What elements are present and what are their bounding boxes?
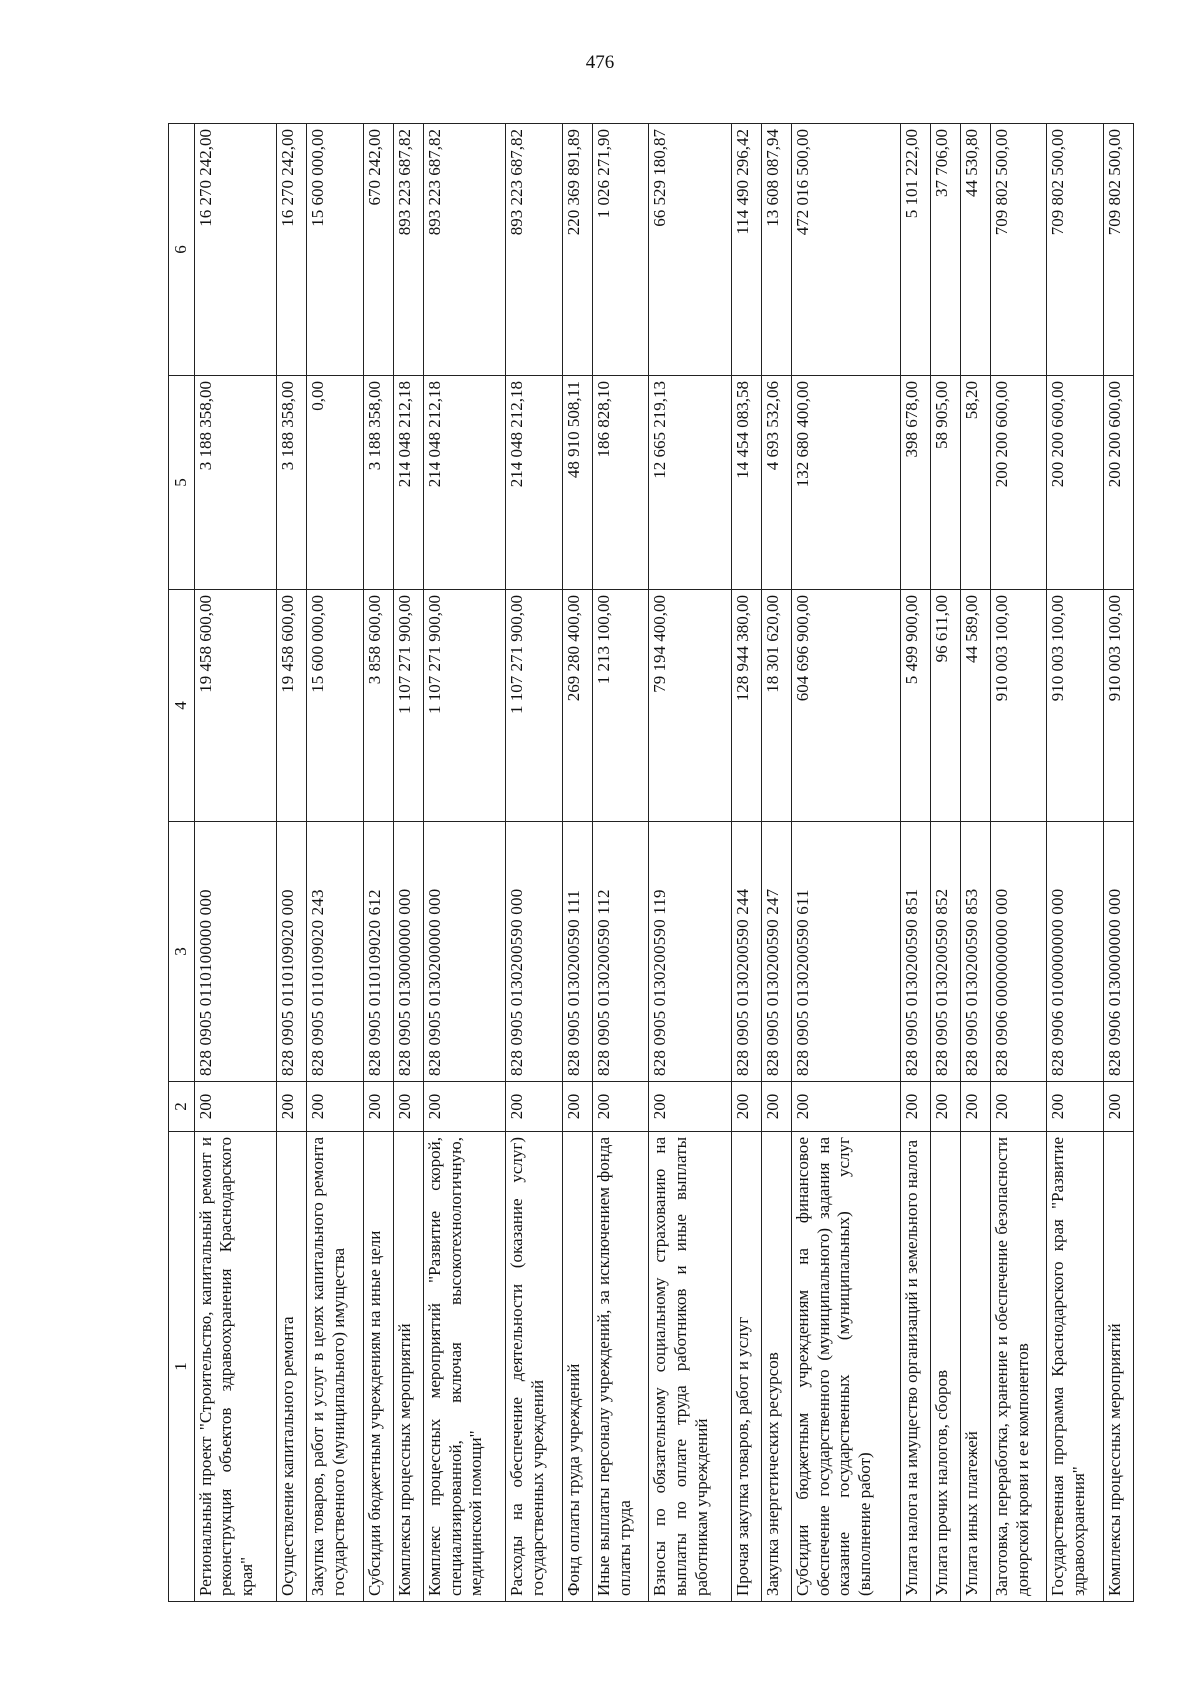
row-code-cell: 200 — [731, 1082, 761, 1132]
row-approved-amount-cell: 79 194 400,00 — [649, 590, 732, 822]
table-row — [1103, 124, 1133, 1602]
table-row — [991, 124, 1047, 1602]
column-header: 5 — [169, 376, 195, 590]
page-number: 476 — [585, 52, 615, 73]
table-row — [194, 124, 277, 1602]
table-row — [761, 124, 791, 1602]
row-name-cell: Комплекс процессных мероприятий "Развитие скорой, специализированной, включая высокотехнологичную, медицинской помощи" — [423, 1132, 506, 1602]
row-approved-amount-cell: 910 003 100,00 — [991, 590, 1047, 822]
row-unexecuted-amount-cell: 893 223 687,82 — [423, 124, 506, 376]
row-kbk-cell: 828 0906 0100000000 000 — [1047, 822, 1103, 1082]
row-code-cell: 200 — [900, 1082, 930, 1132]
row-approved-amount-cell: 19 458 600,00 — [277, 590, 307, 822]
row-executed-amount-cell: 58 905,00 — [930, 376, 960, 590]
row-name-cell: Иные выплаты персоналу учреждений, за исключением фонда оплаты труда — [592, 1132, 648, 1602]
row-code-cell: 200 — [307, 1082, 363, 1132]
row-executed-amount-cell: 14 454 083,58 — [731, 376, 761, 590]
row-unexecuted-amount-cell: 114 490 296,42 — [731, 124, 761, 376]
row-unexecuted-amount-cell: 44 530,80 — [960, 124, 990, 376]
row-code-cell: 200 — [194, 1082, 277, 1132]
rotated-table-container — [168, 124, 1134, 1602]
column-header: 1 — [169, 1132, 195, 1602]
row-kbk-cell: 828 0905 0130200590 000 — [506, 822, 562, 1082]
row-name-cell: Региональный проект "Строительство, капитальный ремонт и реконструкция объектов здравоохранения Краснодарского края" — [194, 1132, 277, 1602]
row-name-cell: Заготовка, переработка, хранение и обеспечение безопасности донорской крови и ее компонентов — [991, 1132, 1047, 1602]
row-name-cell: Субсидии бюджетным учреждениям на финансовое обеспечение государственного (муниципального) задания на оказание государственных (муниципальных) услуг (выполнение работ) — [791, 1132, 900, 1602]
row-kbk-cell: 828 0905 0110109020 243 — [307, 822, 363, 1082]
table-row — [562, 124, 592, 1602]
row-name-cell: Осуществление капитального ремонта — [277, 1132, 307, 1602]
row-executed-amount-cell: 398 678,00 — [900, 376, 930, 590]
row-executed-amount-cell: 214 048 212,18 — [393, 376, 423, 590]
table-row — [277, 124, 307, 1602]
row-code-cell: 200 — [277, 1082, 307, 1132]
row-executed-amount-cell: 3 188 358,00 — [363, 376, 393, 590]
row-code-cell: 200 — [592, 1082, 648, 1132]
row-approved-amount-cell: 15 600 000,00 — [307, 590, 363, 822]
row-name-cell: Взносы по обязательному социальному страхованию на выплаты по оплате труда работников и иные выплаты работникам учреждений — [649, 1132, 732, 1602]
row-name-cell: Государственная программа Краснодарского края "Развитие здравоохранения" — [1047, 1132, 1103, 1602]
table-row — [592, 124, 648, 1602]
row-kbk-cell: 828 0905 0130200000 000 — [423, 822, 506, 1082]
row-code-cell: 200 — [506, 1082, 562, 1132]
row-approved-amount-cell: 910 003 100,00 — [1103, 590, 1133, 822]
row-kbk-cell: 828 0906 0000000000 000 — [991, 822, 1047, 1082]
row-unexecuted-amount-cell: 37 706,00 — [930, 124, 960, 376]
row-executed-amount-cell: 200 200 600,00 — [1047, 376, 1103, 590]
row-kbk-cell: 828 0905 0130200590 852 — [930, 822, 960, 1082]
row-unexecuted-amount-cell: 15 600 000,00 — [307, 124, 363, 376]
table-row — [791, 124, 900, 1602]
row-code-cell: 200 — [761, 1082, 791, 1132]
column-header: 6 — [169, 124, 195, 376]
row-code-cell: 200 — [562, 1082, 592, 1132]
row-code-cell: 200 — [1047, 1082, 1103, 1132]
row-approved-amount-cell: 5 499 900,00 — [900, 590, 930, 822]
table-row — [307, 124, 363, 1602]
column-header: 2 — [169, 1082, 195, 1132]
row-code-cell: 200 — [363, 1082, 393, 1132]
row-approved-amount-cell: 910 003 100,00 — [1047, 590, 1103, 822]
row-executed-amount-cell: 214 048 212,18 — [423, 376, 506, 590]
table-row — [930, 124, 960, 1602]
row-executed-amount-cell: 3 188 358,00 — [194, 376, 277, 590]
row-name-cell: Расходы на обеспечение деятельности (оказание услуг) государственных учреждений — [506, 1132, 562, 1602]
row-executed-amount-cell: 3 188 358,00 — [277, 376, 307, 590]
row-executed-amount-cell: 4 693 532,06 — [761, 376, 791, 590]
row-kbk-cell: 828 0905 0130200590 851 — [900, 822, 930, 1082]
row-name-cell: Закупка энергетических ресурсов — [761, 1132, 791, 1602]
row-unexecuted-amount-cell: 1 026 271,90 — [592, 124, 648, 376]
row-code-cell: 200 — [423, 1082, 506, 1132]
row-unexecuted-amount-cell: 670 242,00 — [363, 124, 393, 376]
row-kbk-cell: 828 0905 0130200590 119 — [649, 822, 732, 1082]
row-approved-amount-cell: 19 458 600,00 — [194, 590, 277, 822]
row-approved-amount-cell: 1 107 271 900,00 — [393, 590, 423, 822]
row-unexecuted-amount-cell: 66 529 180,87 — [649, 124, 732, 376]
row-kbk-cell: 828 0906 0130000000 000 — [1103, 822, 1133, 1082]
row-name-cell: Уплата прочих налогов, сборов — [930, 1132, 960, 1602]
table-body — [194, 124, 1133, 1602]
row-name-cell: Комплексы процессных мероприятий — [1103, 1132, 1133, 1602]
row-executed-amount-cell: 214 048 212,18 — [506, 376, 562, 590]
row-kbk-cell: 828 0905 0130200590 247 — [761, 822, 791, 1082]
row-executed-amount-cell: 200 200 600,00 — [1103, 376, 1133, 590]
row-approved-amount-cell: 18 301 620,00 — [761, 590, 791, 822]
row-approved-amount-cell: 1 107 271 900,00 — [506, 590, 562, 822]
row-kbk-cell: 828 0905 0110100000 000 — [194, 822, 277, 1082]
row-unexecuted-amount-cell: 472 016 500,00 — [791, 124, 900, 376]
row-approved-amount-cell: 1 213 100,00 — [592, 590, 648, 822]
table-row — [649, 124, 732, 1602]
row-approved-amount-cell: 1 107 271 900,00 — [423, 590, 506, 822]
row-unexecuted-amount-cell: 709 802 500,00 — [1103, 124, 1133, 376]
row-executed-amount-cell: 48 910 508,11 — [562, 376, 592, 590]
row-unexecuted-amount-cell: 220 369 891,89 — [562, 124, 592, 376]
row-approved-amount-cell: 3 858 600,00 — [363, 590, 393, 822]
row-unexecuted-amount-cell: 13 608 087,94 — [761, 124, 791, 376]
table-row — [506, 124, 562, 1602]
table-header-row — [169, 124, 195, 1602]
row-approved-amount-cell: 269 280 400,00 — [562, 590, 592, 822]
row-code-cell: 200 — [991, 1082, 1047, 1132]
table-row — [731, 124, 761, 1602]
row-unexecuted-amount-cell: 5 101 222,00 — [900, 124, 930, 376]
row-unexecuted-amount-cell: 709 802 500,00 — [1047, 124, 1103, 376]
row-code-cell: 200 — [960, 1082, 990, 1132]
row-kbk-cell: 828 0905 0130200590 112 — [592, 822, 648, 1082]
row-code-cell: 200 — [393, 1082, 423, 1132]
table-row — [423, 124, 506, 1602]
row-unexecuted-amount-cell: 16 270 242,00 — [277, 124, 307, 376]
row-kbk-cell: 828 0905 0130200590 611 — [791, 822, 900, 1082]
row-executed-amount-cell: 186 828,10 — [592, 376, 648, 590]
row-kbk-cell: 828 0905 0130200590 111 — [562, 822, 592, 1082]
table-row — [900, 124, 930, 1602]
row-name-cell: Прочая закупка товаров, работ и услуг — [731, 1132, 761, 1602]
row-name-cell: Комплексы процессных мероприятий — [393, 1132, 423, 1602]
row-unexecuted-amount-cell: 709 802 500,00 — [991, 124, 1047, 376]
row-code-cell: 200 — [1103, 1082, 1133, 1132]
table-row — [1047, 124, 1103, 1602]
row-approved-amount-cell: 128 944 380,00 — [731, 590, 761, 822]
row-name-cell: Субсидии бюджетным учреждениям на иные цели — [363, 1132, 393, 1602]
row-kbk-cell: 828 0905 0130200590 853 — [960, 822, 990, 1082]
row-executed-amount-cell: 12 665 219,13 — [649, 376, 732, 590]
row-name-cell: Фонд оплаты труда учреждений — [562, 1132, 592, 1602]
row-code-cell: 200 — [649, 1082, 732, 1132]
row-kbk-cell: 828 0905 0110109020 612 — [363, 822, 393, 1082]
column-header: 4 — [169, 590, 195, 822]
row-executed-amount-cell: 200 200 600,00 — [991, 376, 1047, 590]
row-unexecuted-amount-cell: 893 223 687,82 — [506, 124, 562, 376]
table-row — [393, 124, 423, 1602]
row-name-cell: Уплата иных платежей — [960, 1132, 990, 1602]
table-row — [960, 124, 990, 1602]
row-kbk-cell: 828 0905 0110109020 000 — [277, 822, 307, 1082]
row-code-cell: 200 — [791, 1082, 900, 1132]
row-name-cell: Уплата налога на имущество организаций и земельного налога — [900, 1132, 930, 1602]
row-unexecuted-amount-cell: 16 270 242,00 — [194, 124, 277, 376]
row-executed-amount-cell: 132 680 400,00 — [791, 376, 900, 590]
row-approved-amount-cell: 96 611,00 — [930, 590, 960, 822]
budget-table — [168, 123, 1134, 1602]
row-kbk-cell: 828 0905 0130200590 244 — [731, 822, 761, 1082]
row-name-cell: Закупка товаров, работ и услуг в целях капитального ремонта государственного (муниципального) имущества — [307, 1132, 363, 1602]
row-unexecuted-amount-cell: 893 223 687,82 — [393, 124, 423, 376]
row-approved-amount-cell: 44 589,00 — [960, 590, 990, 822]
row-approved-amount-cell: 604 696 900,00 — [791, 590, 900, 822]
row-code-cell: 200 — [930, 1082, 960, 1132]
row-kbk-cell: 828 0905 0130000000 000 — [393, 822, 423, 1082]
column-header: 3 — [169, 822, 195, 1082]
table-row — [363, 124, 393, 1602]
row-executed-amount-cell: 0,00 — [307, 376, 363, 590]
row-executed-amount-cell: 58,20 — [960, 376, 990, 590]
